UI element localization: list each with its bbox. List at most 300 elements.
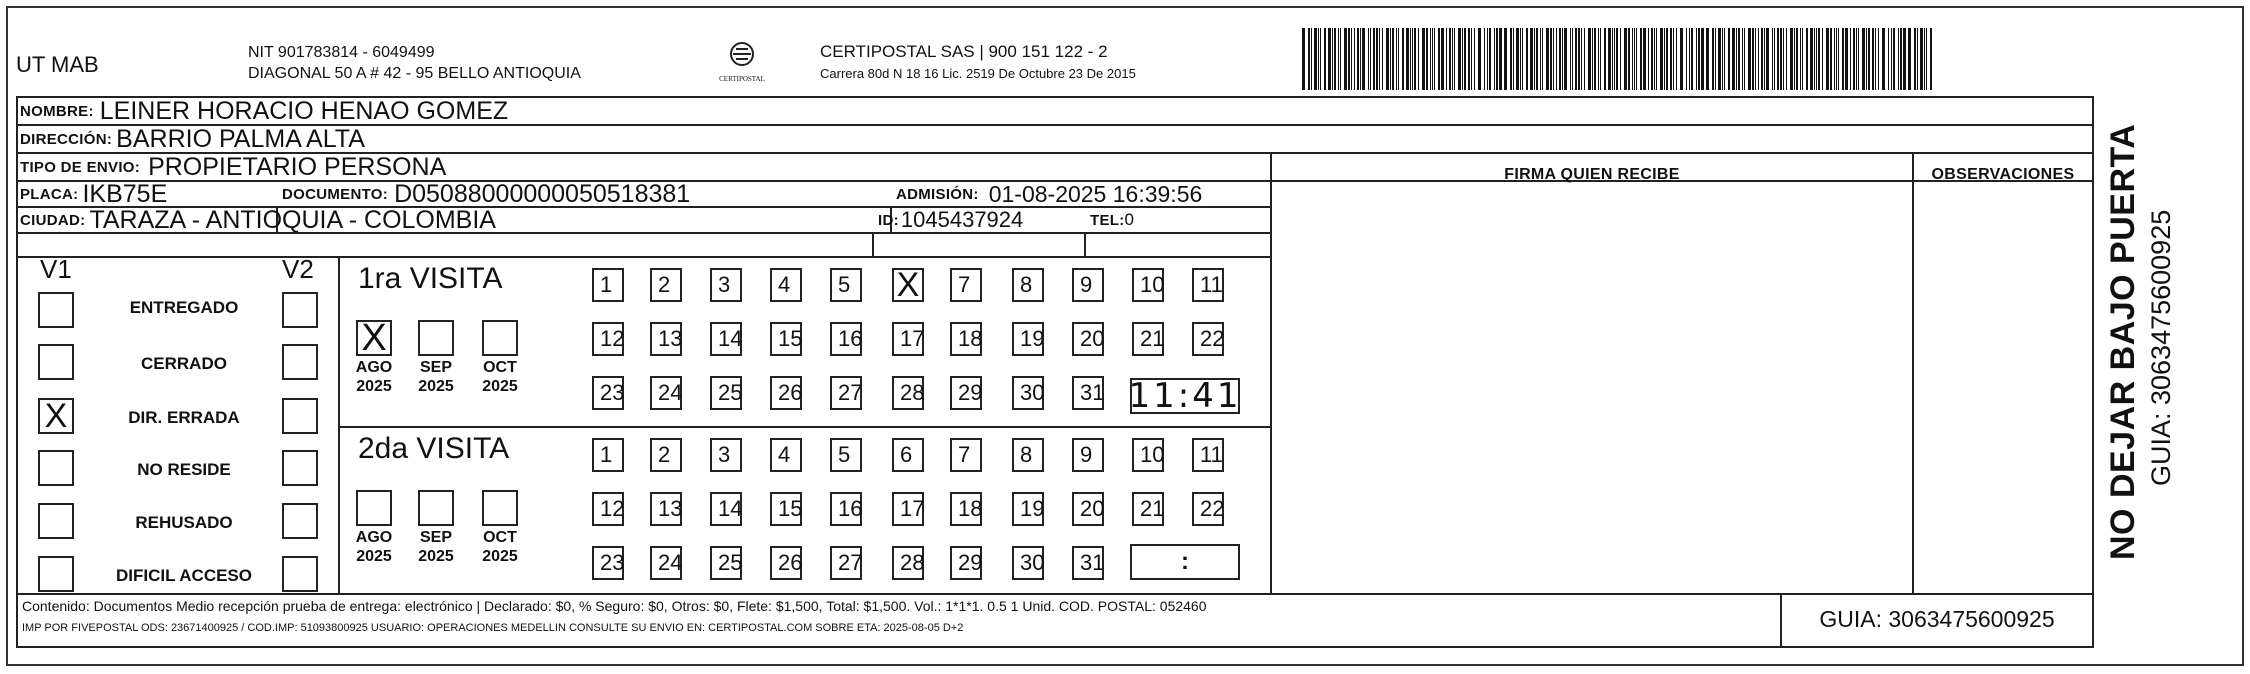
barcode-bar [1732, 28, 1735, 90]
visit1-day-box[interactable]: 14 [710, 322, 742, 356]
barcode-bar [1600, 28, 1601, 90]
barcode-bar [1872, 28, 1874, 90]
barcode-bar [1689, 28, 1690, 90]
direccion-value: BARRIO PALMA ALTA [116, 124, 365, 153]
barcode-bar [1893, 28, 1895, 90]
barcode-bar [1648, 28, 1649, 90]
carrier-name: CERTIPOSTAL SAS | 900 151 122 - 2 [820, 42, 1108, 61]
barcode-bar [1559, 28, 1561, 90]
barcode-bar [1522, 28, 1523, 90]
barcode-bar [1414, 28, 1416, 90]
barcode-bar [1550, 28, 1552, 90]
visit2-day-box[interactable]: 3 [710, 438, 742, 472]
visit2-day-box[interactable]: 31 [1072, 546, 1104, 580]
id-value: 1045437924 [900, 207, 1024, 232]
visit1-day-box[interactable]: 27 [830, 376, 862, 410]
visit2-day-box[interactable]: 29 [950, 546, 982, 580]
barcode-bar [1412, 28, 1413, 90]
barcode-bar [1780, 28, 1782, 90]
visit2-month-year: 2025 [356, 548, 392, 565]
barcode-bar [1536, 28, 1538, 90]
barcode-bar [1822, 28, 1823, 90]
visit1-day-box[interactable]: 4 [770, 268, 802, 302]
barcode-bar [1712, 28, 1714, 90]
visit1-month-label [406, 358, 466, 396]
barcode-bar [1878, 28, 1879, 90]
barcode-bar [1570, 28, 1571, 90]
barcode-bar [1318, 28, 1319, 90]
barcode-bar [1686, 28, 1687, 90]
status-v2-checkbox[interactable] [282, 398, 318, 434]
status-label: NO RESIDE [137, 460, 231, 479]
visit1-time-box[interactable] [1130, 378, 1240, 414]
barcode-bar [1612, 28, 1613, 90]
barcode-bar [1432, 28, 1433, 90]
visit1-time: 11:41 [1128, 376, 1242, 416]
observaciones-header: OBSERVACIONES [1931, 166, 2075, 183]
barcode-bar [1752, 28, 1754, 90]
visit1-day-box[interactable]: 10 [1132, 268, 1164, 302]
barcode-bar [1755, 28, 1756, 90]
barcode-bar [1487, 28, 1488, 90]
barcode-bar [1766, 28, 1769, 90]
visit2-month-year: 2025 [418, 548, 454, 565]
side-warning: NO DEJAR BAJO PUERTA [2104, 123, 2142, 560]
footer-imp: IMP POR FIVEPOSTAL ODS: 23671400925 / COD.IMP: 51093800925 USUARIO: OPERACIONES MEDELLIN CONSULTE SU ENVIO EN: CERTIPOSTAL.COM SOBRE ETA: 2025-08-05 D+2 [22, 622, 964, 634]
visit1-day-box[interactable]: 7 [950, 268, 982, 302]
footer-guia: GUIA: 3063475600925 [1819, 606, 2055, 632]
status-label: REHUSADO [135, 513, 233, 532]
barcode-bar [1917, 28, 1918, 90]
barcode-bar [1588, 28, 1591, 90]
barcode-bar [1838, 28, 1839, 90]
barcode-bar [1564, 28, 1567, 90]
visit1-month-year: 2025 [482, 378, 518, 395]
visit2-day-box[interactable]: 9 [1072, 438, 1104, 472]
barcode-bar [1620, 28, 1621, 90]
visit1-day-box[interactable]: 3 [710, 268, 742, 302]
barcode-bar [1794, 28, 1795, 90]
visit2-day-box[interactable]: 1 [592, 438, 624, 472]
barcode-bar [1534, 28, 1535, 90]
barcode-bar [1462, 28, 1463, 90]
tel-label: TEL: [1090, 211, 1125, 229]
barcode-bar [1608, 28, 1611, 90]
visit2-day-box[interactable]: 10 [1132, 438, 1164, 472]
barcode-bar [1748, 28, 1751, 90]
barcode-bar [1614, 28, 1615, 90]
barcode-bar [1632, 28, 1633, 90]
barcode-bar [1670, 28, 1672, 90]
barcode-bar [1814, 28, 1815, 90]
barcode-bar [1790, 28, 1793, 90]
barcode-bar [1624, 28, 1627, 90]
visit2-day-box[interactable]: 2 [650, 438, 682, 472]
barcode-bar [1742, 28, 1743, 90]
status-label: DIFICIL ACCESO [115, 566, 252, 585]
barcode-bar [1594, 28, 1596, 90]
barcode-bar [1651, 28, 1653, 90]
visit1-title: 1ra VISITA [358, 262, 503, 295]
visit2-day-box[interactable]: 24 [650, 546, 682, 580]
status-v2-checkbox[interactable] [282, 503, 318, 539]
status-v1-checkbox[interactable] [38, 344, 74, 380]
barcode-bar [1474, 28, 1475, 90]
barcode-bar [1764, 28, 1765, 90]
barcode-bar [1676, 28, 1677, 90]
barcode-bar [1344, 28, 1347, 90]
barcode-bar [1858, 28, 1859, 90]
barcode-bar [1510, 28, 1512, 90]
admision-cell [896, 180, 1202, 208]
barcode-bar [1816, 28, 1817, 90]
status-label: ENTREGADO [129, 298, 239, 317]
barcode-bar [1484, 28, 1485, 90]
visit2-day-box[interactable]: 22 [1192, 492, 1224, 526]
barcode-bar [1314, 28, 1317, 90]
visit1-month-year: 2025 [356, 378, 392, 395]
barcode-bar [1311, 28, 1312, 90]
status-v2-checkbox[interactable] [282, 292, 318, 328]
barcode-bar [1362, 28, 1365, 90]
barcode-bar [1368, 28, 1369, 90]
barcode-bar [1774, 28, 1775, 90]
visit2-day-box[interactable]: 30 [1012, 546, 1044, 580]
barcode-bar [1452, 28, 1453, 90]
barcode-bar [1640, 28, 1642, 90]
company-nit: NIT 901783814 - 6049499 [248, 44, 435, 61]
visit1-day-box[interactable]: X [892, 268, 924, 302]
visit2-month-checkbox[interactable] [356, 490, 392, 526]
visit2-day-box[interactable]: 20 [1072, 492, 1104, 526]
visit1-day-box[interactable]: 9 [1072, 268, 1104, 302]
barcode-bar [1458, 28, 1461, 90]
barcode-bar [1926, 28, 1927, 90]
visit2-month-year: 2025 [482, 548, 518, 565]
barcode-bar [1406, 28, 1409, 90]
barcode-bar [1598, 28, 1599, 90]
barcode-bar [1348, 28, 1350, 90]
barcode-bar [1468, 28, 1470, 90]
barcode-bar [1628, 28, 1630, 90]
visit1-day-box[interactable]: 28 [892, 376, 924, 410]
barcode-bar [1454, 28, 1455, 90]
visit1-day-box[interactable]: 8 [1012, 268, 1044, 302]
visit1-day-box[interactable]: 24 [650, 376, 682, 410]
barcode-bar [1830, 28, 1832, 90]
barcode-bar [1691, 28, 1693, 90]
barcode-bar [1914, 28, 1916, 90]
carrier-logo-icon [722, 40, 762, 70]
barcode-bar [1908, 28, 1911, 90]
visit1-day-box[interactable]: 25 [710, 376, 742, 410]
status-v1-checkbox[interactable]: X [38, 398, 74, 434]
status-v2-checkbox[interactable] [282, 344, 318, 380]
barcode-bar [1526, 28, 1528, 90]
status-v1-checkbox[interactable] [38, 292, 74, 328]
barcode-bar [1578, 28, 1580, 90]
nombre-row [20, 97, 508, 125]
visit2-day-box[interactable]: 14 [710, 492, 742, 526]
visit1-day-box[interactable]: 5 [830, 268, 862, 302]
barcode-bar [1584, 28, 1585, 90]
direccion-label: DIRECCIÓN: [20, 130, 113, 148]
barcode-bar [1898, 28, 1899, 90]
nombre-value: LEINER HORACIO HENAO GOMEZ [99, 96, 509, 125]
visit2-day-box[interactable]: 17 [892, 492, 924, 526]
barcode-bar [1370, 28, 1371, 90]
barcode-bar [1398, 28, 1399, 90]
visit1-day-box[interactable]: 15 [770, 322, 802, 356]
visit2-day-box[interactable]: 19 [1012, 492, 1044, 526]
tel-value: 0 [1124, 210, 1134, 229]
visit1-day-box[interactable]: 16 [830, 322, 862, 356]
signature-area[interactable] [1274, 184, 1910, 590]
barcode-bar [1308, 28, 1310, 90]
visit2-day-box[interactable]: 15 [770, 492, 802, 526]
visit1-day-box[interactable]: 30 [1012, 376, 1044, 410]
barcode-bar [1340, 28, 1341, 90]
visit2-title: 2da VISITA [358, 432, 510, 465]
barcode-bar [1446, 28, 1447, 90]
barcode-bar [1900, 28, 1902, 90]
barcode-bar [1546, 28, 1549, 90]
status-v1-checkbox[interactable] [38, 503, 74, 539]
barcode-bar [1575, 28, 1577, 90]
barcode-bar [1516, 28, 1519, 90]
side-guia: GUIA: 3063475600925 [2146, 209, 2176, 486]
observations-area[interactable] [1916, 184, 2090, 590]
visit1-month-name: AGO [355, 359, 393, 376]
v2-label: V2 [282, 254, 314, 284]
visit2-day-box[interactable]: 16 [830, 492, 862, 526]
barcode-bar [1722, 28, 1723, 90]
barcode-bar [1728, 28, 1730, 90]
ciudad-cell [20, 206, 496, 234]
barcode-bar [1701, 28, 1704, 90]
barcode-bar [1426, 28, 1428, 90]
visit1-day-box[interactable]: 2 [650, 268, 682, 302]
barcode-bar [1818, 28, 1820, 90]
barcode-bar [1783, 28, 1784, 90]
visit2-day-box[interactable]: 8 [1012, 438, 1044, 472]
barcode-bar [1666, 28, 1668, 90]
id-cell [878, 206, 1023, 234]
barcode-bar [1643, 28, 1646, 90]
visit2-month-checkbox[interactable] [418, 490, 454, 526]
documento-cell [282, 180, 690, 208]
barcode-bar [1796, 28, 1798, 90]
visit1-month-checkbox[interactable]: X [356, 320, 392, 356]
barcode-bar [1891, 28, 1892, 90]
barcode-bar [1715, 28, 1716, 90]
v1-label: V1 [40, 254, 72, 284]
barcode-bar [1924, 28, 1925, 90]
visit1-day-box[interactable]: 19 [1012, 322, 1044, 356]
barcode-bar [1386, 28, 1389, 90]
barcode-bar [1496, 28, 1498, 90]
barcode-bar [1530, 28, 1533, 90]
barcode-bar [1718, 28, 1721, 90]
visit1-month-checkbox[interactable] [482, 320, 518, 356]
visit1-month-label [470, 358, 530, 396]
status-v2-checkbox[interactable] [282, 450, 318, 486]
visit2-month-name: AGO [355, 529, 393, 546]
barcode-bar [1430, 28, 1431, 90]
visit2-day-box[interactable]: 5 [830, 438, 862, 472]
barcode-bar [1494, 28, 1495, 90]
barcode-bar [1758, 28, 1759, 90]
visit1-day-box[interactable]: 13 [650, 322, 682, 356]
barcode-bar [1680, 28, 1683, 90]
status-label: CERRADO [141, 354, 227, 373]
barcode-bar [1351, 28, 1352, 90]
barcode-bar [1357, 28, 1359, 90]
barcode-bar [1738, 28, 1740, 90]
barcode-bar [1604, 28, 1606, 90]
barcode-bar [1875, 28, 1876, 90]
visit1-day-box[interactable]: 1 [592, 268, 624, 302]
company-name: UT MAB [16, 52, 99, 77]
visit2-day-box[interactable]: 12 [592, 492, 624, 526]
placa-cell [20, 180, 167, 208]
barcode-bar [1499, 28, 1502, 90]
barcode-bar [1376, 28, 1378, 90]
barcode-bar [1360, 28, 1361, 90]
firma-header: FIRMA QUIEN RECIBE [1504, 166, 1680, 183]
barcode-bar [1581, 28, 1582, 90]
visit1-day-box[interactable]: 31 [1072, 376, 1104, 410]
visit1-day-box[interactable]: 26 [770, 376, 802, 410]
visit1-day-box[interactable]: 11 [1192, 268, 1224, 302]
barcode-bar [1441, 28, 1444, 90]
ciudad-value: TARAZA - ANTIOQUIA - COLOMBIA [89, 205, 496, 234]
barcode-bar [1553, 28, 1554, 90]
barcode-bar [1540, 28, 1541, 90]
barcode-bar [1930, 28, 1932, 90]
visit2-day-box[interactable]: 23 [592, 546, 624, 580]
barcode-bar [1489, 28, 1491, 90]
barcode-bar [1656, 28, 1657, 90]
barcode-bar [1882, 28, 1885, 90]
barcode-bar [1706, 28, 1709, 90]
visit2-day-box[interactable]: 18 [950, 492, 982, 526]
documento-value: D05088000000050518381 [394, 179, 691, 208]
barcode-bar [1920, 28, 1923, 90]
visit2-month-checkbox[interactable] [482, 490, 518, 526]
barcode-bar [1724, 28, 1725, 90]
barcode-bar [1434, 28, 1435, 90]
tipo-value: PROPIETARIO PERSONA [148, 152, 447, 181]
barcode-bar [1654, 28, 1655, 90]
carrier-license: Carrera 80d N 18 16 Lic. 2519 De Octubre 23 De 2015 [820, 66, 1136, 81]
visit1-day-box[interactable]: 17 [892, 322, 924, 356]
status-v1-checkbox[interactable] [38, 556, 74, 592]
barcode-bar [1810, 28, 1813, 90]
barcode-bar [1842, 28, 1844, 90]
barcode-bar [1834, 28, 1835, 90]
visit1-day-box[interactable]: 21 [1132, 322, 1164, 356]
barcode-bar [1836, 28, 1837, 90]
barcode-bar [1513, 28, 1514, 90]
visit2-day-box[interactable]: 4 [770, 438, 802, 472]
visit1-day-box[interactable]: 23 [592, 376, 624, 410]
barcode-bar [1520, 28, 1521, 90]
visit2-day-box[interactable]: 27 [830, 546, 862, 580]
visit1-month-name: OCT [483, 359, 517, 376]
barcode-bar [1373, 28, 1375, 90]
carrier-logo [712, 40, 772, 88]
barcode-bar [1438, 28, 1440, 90]
barcode-bar [1556, 28, 1557, 90]
barcode-bar [1786, 28, 1787, 90]
status-v2-checkbox[interactable] [282, 556, 318, 592]
barcode-bar [1402, 28, 1404, 90]
barcode-bar [1392, 28, 1394, 90]
barcode [1302, 28, 1936, 90]
admision-label: ADMISIÓN: [896, 185, 979, 203]
visit1-day-box[interactable]: 12 [592, 322, 624, 356]
visit2-day-box[interactable]: 11 [1192, 438, 1224, 472]
barcode-bar [1696, 28, 1697, 90]
barcode-bar [1471, 28, 1472, 90]
visit1-day-box[interactable]: 29 [950, 376, 982, 410]
visit2-month-label [344, 528, 404, 566]
barcode-bar [1868, 28, 1870, 90]
visit2-month-name: OCT [483, 529, 517, 546]
status-v1-checkbox[interactable] [38, 450, 74, 486]
documento-label: DOCUMENTO: [282, 185, 389, 203]
visit1-day-box[interactable]: 18 [950, 322, 982, 356]
visit1-day-box[interactable]: 22 [1192, 322, 1224, 356]
barcode-bar [1338, 28, 1339, 90]
visit2-time: : [1181, 548, 1189, 575]
barcode-bar [1542, 28, 1543, 90]
visit2-day-box[interactable]: 6 [892, 438, 924, 472]
visit1-month-checkbox[interactable] [418, 320, 454, 356]
company-address: DIAGONAL 50 A # 42 - 95 BELLO ANTIOQUIA [248, 65, 581, 82]
visit2-month-label [406, 528, 466, 566]
ciudad-label: CIUDAD: [20, 211, 86, 229]
barcode-bar [1592, 28, 1593, 90]
barcode-bar [1673, 28, 1674, 90]
visit2-day-box[interactable]: 25 [710, 546, 742, 580]
direccion-row [20, 125, 365, 153]
id-label: ID: [878, 211, 899, 229]
visit2-day-box[interactable]: 7 [950, 438, 982, 472]
visit2-day-box[interactable]: 21 [1132, 492, 1164, 526]
barcode-bar [1853, 28, 1855, 90]
barcode-bar [1354, 28, 1355, 90]
visit2-day-box[interactable]: 13 [650, 492, 682, 526]
barcode-bar [1800, 28, 1801, 90]
carrier-logo-text: CERTIPOSTAL [719, 75, 765, 83]
barcode-bar [1616, 28, 1618, 90]
barcode-bar [1572, 28, 1573, 90]
visit1-month-label [344, 358, 404, 396]
barcode-bar [1332, 28, 1333, 90]
barcode-bar [1850, 28, 1851, 90]
visit2-time-box[interactable] [1130, 544, 1240, 580]
visit1-day-box[interactable]: 20 [1072, 322, 1104, 356]
visit2-day-box[interactable]: 28 [892, 546, 924, 580]
placa-label: PLACA: [20, 185, 79, 203]
barcode-bar [1660, 28, 1663, 90]
visit2-day-box[interactable]: 26 [770, 546, 802, 580]
barcode-bar [1826, 28, 1829, 90]
barcode-bar [1888, 28, 1889, 90]
barcode-bar [1390, 28, 1391, 90]
